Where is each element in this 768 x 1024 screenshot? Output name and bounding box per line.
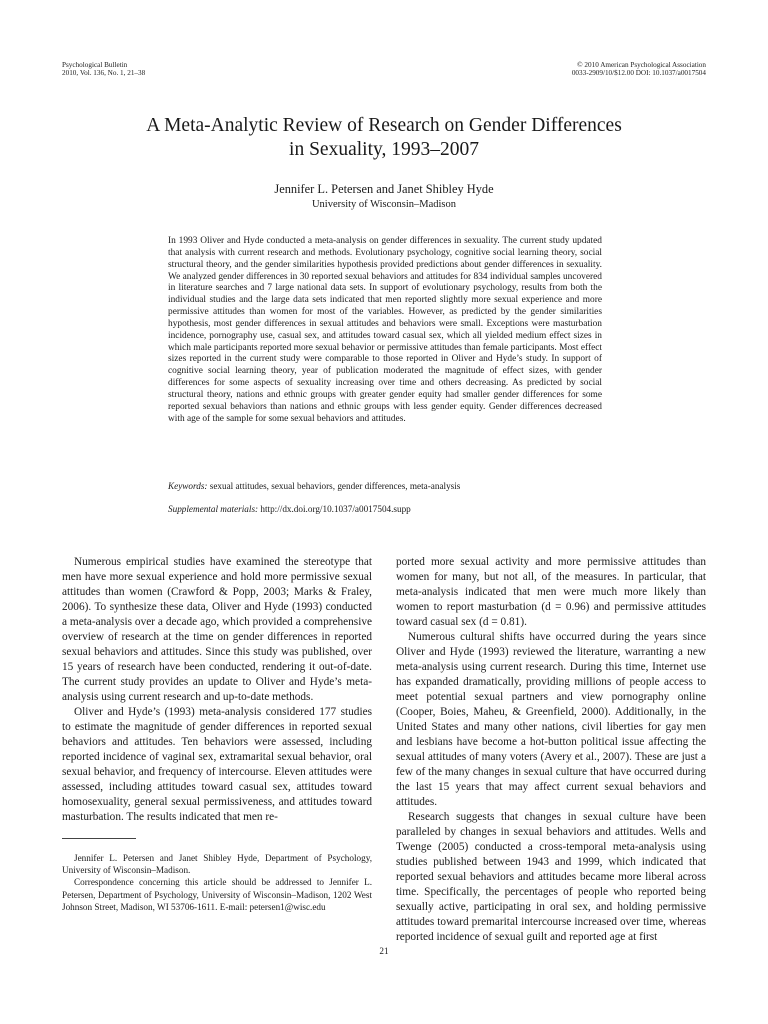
supplemental-link[interactable]: http://dx.doi.org/10.1037/a0017504.supp [260, 504, 411, 514]
author-names: Jennifer L. Petersen and Janet Shibley Hyde [274, 182, 494, 196]
body-paragraph: ported more sexual activity and more permissive attitudes than women for many, but not all, of the measures. In particular, that meta-analysis indicated that men were much more likely than women to report masturbation (d = 0.96) and permissive attitudes toward casual sex (d = 0.81). [396, 556, 706, 628]
running-header-left [62, 61, 145, 78]
page-number: 21 [379, 946, 389, 956]
correspondence-note: Correspondence concerning this article should be addressed to Jennifer L. Petersen, Department of Psychology, University of Wisconsin–Madison, 1202 West Johnson Street, Madison, WI 53706-1611. E-mail: petersen1@wisc.edu [62, 877, 372, 912]
footnote-divider [62, 838, 136, 839]
supplemental-label: Supplemental materials: [168, 504, 259, 514]
article-title [0, 114, 768, 162]
body-paragraph: Research suggests that changes in sexual culture have been paralleled by changes in sexual behaviors and attitudes. Wells and Twenge (2005) conducted a cross-temporal meta-analysis using studies published between 1943 and 1999, which indicated that reported sexual behaviors and attitudes became more liberal across time. Specifically, the percentages of people who reported being sexually active, participating in oral sex, and holding permissive attitudes toward premarital intercourse increased over time, whereas reported incidence of sexual guilt and reported age at first [396, 811, 706, 943]
author-affiliation: University of Wisconsin–Madison [311, 199, 457, 210]
journal-name: Psychological Bulletin [62, 61, 128, 69]
copyright-notice: © 2010 American Psychological Association [577, 61, 706, 69]
running-header-right [572, 61, 706, 78]
footnotes [62, 852, 372, 913]
author-note: Jennifer L. Petersen and Janet Shibley Hyde, Department of Psychology, University of Wisconsin–Madison. [62, 853, 372, 876]
body-paragraph: Oliver and Hyde’s (1993) meta-analysis considered 177 studies to estimate the magnitude of gender differences in reported sexual behaviors and attitudes. Ten behaviors were assessed, including reported incidence of vaginal sex, extramarital sexual behavior, oral sexual behavior, and frequency of intercourse. Eleven attitudes were assessed, including attitudes toward casual sex, attitudes toward homosexuality, general sexual permissiveness, and attitudes toward masturbation. The results indicated that men re- [62, 706, 372, 823]
title-line-1: A Meta-Analytic Review of Research on Gender Differences [146, 115, 622, 136]
title-line-2: in Sexuality, 1993–2007 [289, 139, 479, 160]
body-paragraph: Numerous cultural shifts have occurred during the years since Oliver and Hyde (1993) reviewed the literature, warranting a new meta-analysis using current research. During this time, Internet use has expanded dramatically, providing millions of people access to meet potential sexual partners and view pornography online (Cooper, Boies, Maheu, & Greenfield, 2000). Additionally, in the United States and many other nations, civil liberties for gay men and lesbians have become a hot-button political issue affecting the sexual attitudes of many voters (Avery et al., 2007). These are just a few of the many changes in sexual culture that have occurred during the last 15 years that may affect current sexual behaviors and attitudes. [396, 631, 706, 808]
doi-line: 0033-2909/10/$12.00 DOI: 10.1037/a0017504 [571, 69, 706, 78]
body-column-left [62, 555, 372, 825]
volume-info: 2010, Vol. 136, No. 1, 21–38 [62, 69, 146, 78]
abstract: In 1993 Oliver and Hyde conducted a meta-analysis on gender differences in sexuality. The current study updated that analysis with current research and methods. Evolutionary psychology, cognitive social learning theory, social structural theory, and the gender similarities hypothesis provided predictions about gender differences in sexuality. We analyzed gender differences in 30 reported sexual behaviors and attitudes for 834 individual samples uncovered in literature searches and 7 large national data sets. In support of evolutionary psychology, results from both the individual studies and the large data sets indicated that men reported slightly more sexual experience and more permissive attitudes than women for most of the variables. However, as predicted by the gender similarities hypothesis, most gender differences in sexual attitudes and behaviors were small. Exceptions were masturbation incidence, pornography use, casual sex, and attitudes toward casual sex, which all yielded medium effect sizes in which male participants reported more sexual behavior or permissive attitudes than female participants. Most effect sizes reported in the current study were comparable to those reported in Oliver and Hyde’s study. In support of cognitive social learning theory, year of publication moderated the magnitude of effect sizes, with gender differences for some aspects of sexuality increasing over time and others decreasing. As predicted by social structural theory, nations and ethnic groups with greater gender equity had smaller gender differences for some reported sexual behaviors than nations and ethnic groups with less gender equity. Gender differences decreased with age of the sample for some sexual behaviors and attitudes. [168, 236, 602, 424]
supplemental-materials [168, 504, 608, 514]
body-paragraph: Numerous empirical studies have examined the stereotype that men have more sexual experience and hold more permissive sexual attitudes than women (Crawford & Popp, 2003; Marks & Fraley, 2006). To synthesize these data, Oliver and Hyde (1993) conducted a meta-analysis over a decade ago, which provided a comprehensive overview of research at the time on gender differences in reported sexual behaviors and attitudes. Since this study was published, over 15 years of research have been conducted, rendering it out-of-date. The current study provides an update to Oliver and Hyde’s meta-analysis using current research and up-to-date methods. [62, 556, 372, 703]
body-column-right [396, 555, 706, 945]
keywords-text: sexual attitudes, sexual behaviors, gender differences, meta-analysis [209, 481, 461, 491]
keywords-label: Keywords: [168, 481, 208, 491]
keywords [168, 481, 608, 491]
